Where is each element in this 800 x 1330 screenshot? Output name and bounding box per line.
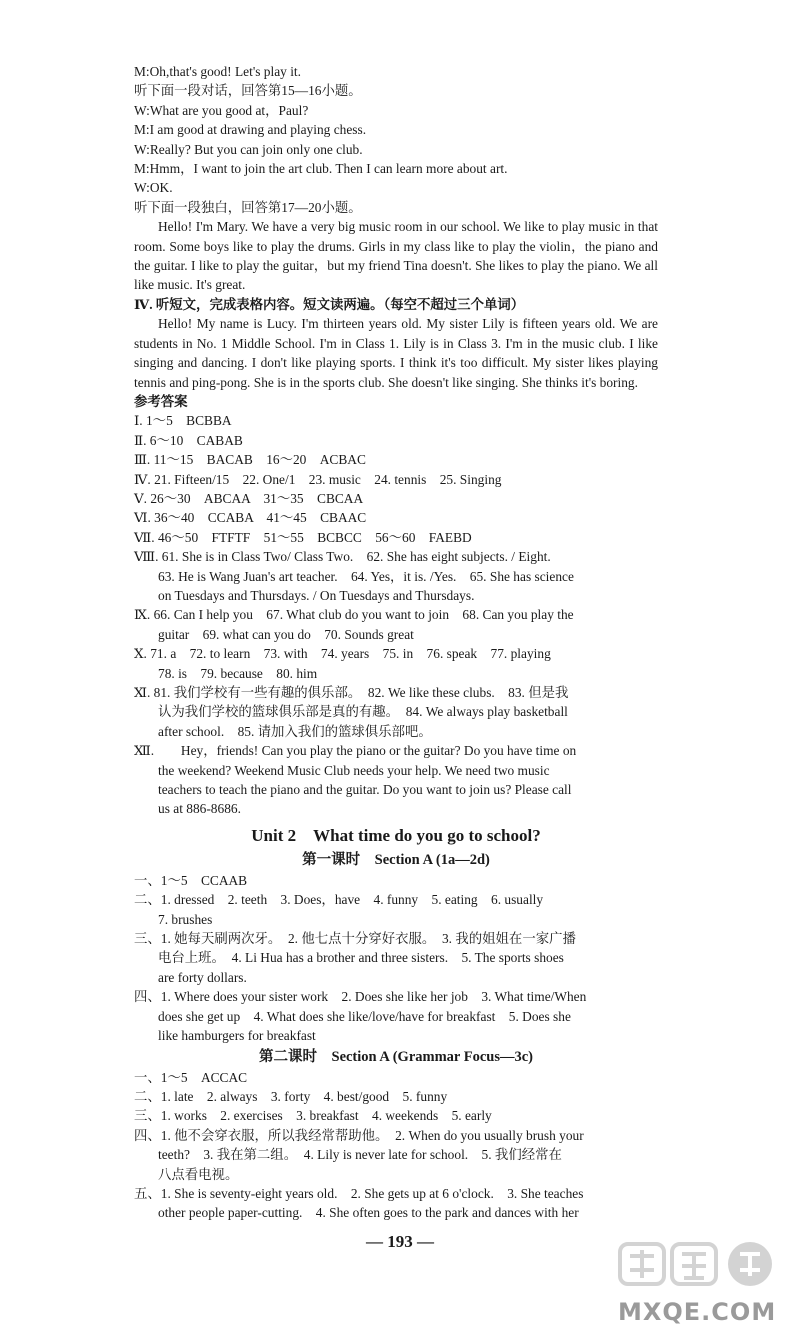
dialogue-line: M:Hmm，I want to join the art club. Then I can learn more about art. [134, 161, 508, 177]
dialogue-line: M:Oh,that's good! Let's play it. [134, 64, 301, 79]
answer-line: us at 886-8686. [158, 801, 241, 817]
answer-line: like hamburgers for breakfast [158, 1028, 316, 1044]
watermark-text: MXQE.COM [618, 1298, 777, 1326]
answer-line: Ⅱ. 6～10 CABAB [134, 432, 243, 448]
answer-line: Ⅳ. 21. Fifteen/15 22. One/1 23. music 24. tennis 25. Singing [134, 471, 502, 487]
answer-line: 四、1. 他不会穿衣服，所以我经常帮助他。 2. When do you usually brush your [134, 1127, 584, 1143]
answer-line: 二、1. dressed 2. teeth 3. Does，have 4. funny 5. eating 6. usually [134, 892, 544, 908]
lesson1-title: 第一课时 Section A (1a—2d) [302, 851, 490, 868]
answer-line: 三、1. 她每天刷两次牙。 2. 他七点十分穿好衣服。 3. 我的姐姐在一家广播 [134, 931, 576, 947]
answer-line: 八点看电视。 [158, 1166, 239, 1182]
answer-line: guitar 69. what can you do 70. Sounds great [158, 626, 414, 642]
answer-line: on Tuesdays and Thursdays. / On Tuesdays and Thursdays. [158, 587, 475, 603]
answer-line: 电台上班。 4. Li Hua has a brother and three sisters. 5. The sports shoes [158, 950, 564, 966]
answer-line: 7. brushes [158, 911, 213, 927]
answer-line: 78. is 79. because 80. him [158, 665, 318, 681]
dialogue-line: W:Really? But you can join only one club. [134, 141, 363, 157]
answers-title: 参考答案 [134, 393, 188, 409]
answer-line: 认为我们学校的篮球俱乐部是真的有趣。 84. We always play basketball [158, 704, 568, 720]
answer-line: Ⅵ. 36～40 CCABA 41～45 CBAAC [134, 510, 367, 526]
answer-line: 二、1. late 2. always 3. forty 4. best/good 5. funny [134, 1088, 448, 1104]
answer-line: 一、1～5 CCAAB [134, 872, 248, 888]
answer-line: Ⅷ. 61. She is in Class Two/ Class Two. 62. She has eight subjects. / Eight. [134, 549, 551, 565]
answer-line: Ⅰ. 1～5 BCBBA [134, 413, 232, 429]
instruction-line: 听下面一段独白，回答第17—20小题。 [134, 199, 362, 215]
answer-line: Ⅲ. 11～15 BACAB 16～20 ACBAC [134, 452, 366, 468]
instruction-line: 听下面一段对话，回答第15—16小题。 [134, 83, 362, 99]
section-iv-title: Ⅳ. 听短文，完成表格内容。短文读两遍。（每空不超过三个单词） [134, 296, 525, 312]
answer-line: 五、1. She is seventy-eight years old. 2. She gets up at 6 o'clock. 3. She teaches [134, 1185, 584, 1201]
answer-line: Ⅹ. 71. a 72. to learn 73. with 74. years 75. in 76. speak 77. playing [134, 646, 551, 662]
answer-line: are forty dollars. [158, 969, 247, 985]
dialogue-line: M:I am good at drawing and playing chess. [134, 122, 367, 138]
answer-line: 63. He is Wang Juan's art teacher. 64. Yes，it is. /Yes. 65. She has science [158, 568, 574, 584]
page-content [134, 62, 658, 1223]
answer-line: other people paper-cutting. 4. She often goes to the park and dances with her [158, 1205, 579, 1221]
answer-line: Ⅴ. 26～30 ABCAA 31～35 CBCAA [134, 490, 364, 506]
answer-line: teachers to teach the piano and the guitar. Do you want to join us? Please call [158, 782, 572, 798]
lesson2-title: 第二课时 Section A (Grammar Focus—3c) [259, 1048, 533, 1065]
page-number: — 193 — [366, 1232, 434, 1251]
answer-line: 四、1. Where does your sister work 2. Does she like her job 3. What time/When [134, 989, 587, 1005]
answer-line: 三、1. works 2. exercises 3. breakfast 4. weekends 5. early [134, 1108, 492, 1124]
dialogue-line: W:What are you good at，Paul? [134, 102, 309, 118]
answer-line: Ⅻ. Hey，friends! Can you play the piano or the guitar? Do you have time on [134, 743, 577, 759]
answer-line: does she get up 4. What does she like/love/have for breakfast 5. Does she [158, 1008, 571, 1024]
answer-line: teeth? 3. 我在第二组。 4. Lily is never late for school. 5. 我们经常在 [158, 1147, 562, 1163]
passage-paragraph: Hello! My name is Lucy. I'm thirteen years old. My sister Lily is fifteen years old. We are students in No. 1 Middle School. I'm in Class 1. Lily is in Class 3. I'm in the music club. I like singing and dancing. I don't like playing sports. I think it's too difficult. My sister likes playing tennis and ping-pong. She is in the sports club. She doesn't like singing. She thinks it's boring. [134, 316, 658, 390]
answer-line: Ⅸ. 66. Can I help you 67. What club do you want to join 68. Can you play the [134, 607, 574, 623]
unit-title: Unit 2 What time do you go to school? [251, 825, 541, 845]
monologue-paragraph: Hello! I'm Mary. We have a very big music room in our school. We like to play music in that room. Some boys like to play the drums. Girls in my class like to play the violin，the piano and the guitar. I like to play the guitar，but my friend Tina doesn't. She likes to play the piano. We all like music. It's great. [134, 219, 658, 293]
answer-line: after school. 85. 请加入我们的篮球俱乐部吧。 [158, 723, 432, 739]
answer-line: Ⅶ. 46～50 FTFTF 51～55 BCBCC 56～60 FAEBD [134, 529, 472, 545]
answer-line: the weekend? Weekend Music Club needs your help. We need two music [158, 762, 550, 778]
answer-line: 一、1～5 ACCAC [134, 1069, 248, 1085]
dialogue-line: W:OK. [134, 180, 173, 196]
answer-line: Ⅺ. 81. 我们学校有一些有趣的俱乐部。 82. We like these clubs. 83. 但是我 [134, 685, 569, 700]
